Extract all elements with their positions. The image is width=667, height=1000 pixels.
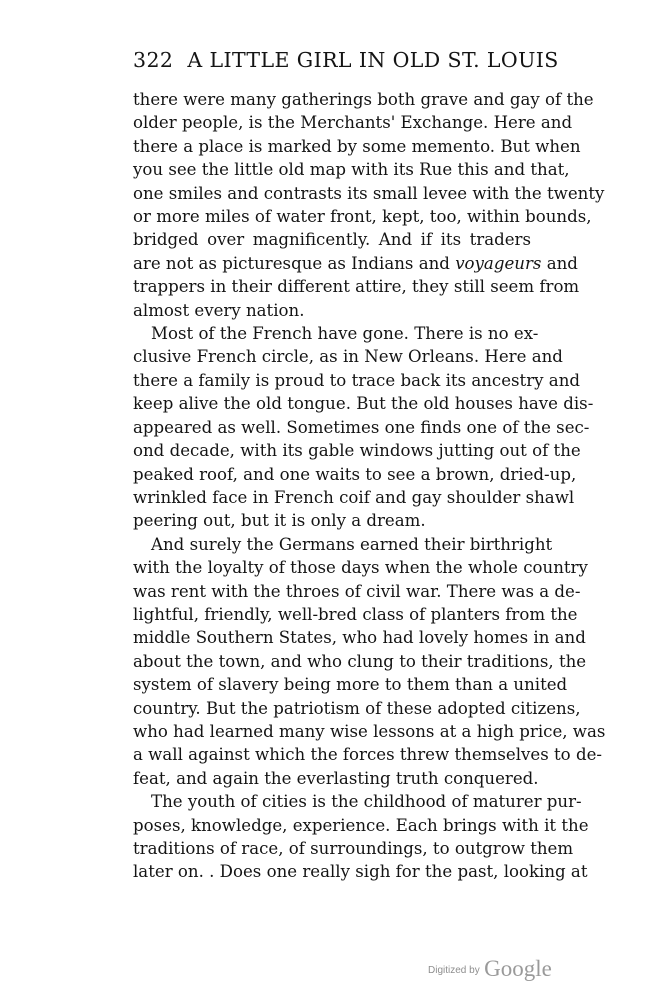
text-line: ond decade, with its gable windows jutting out of the (133, 441, 581, 461)
text-line: trappers in their different attire, they still seem from (133, 277, 580, 297)
paragraph-start-line: The youth of cities is the childhood of maturer pur- (151, 792, 582, 812)
text-line: about the town, and who clung to their traditions, the (133, 651, 587, 671)
digitized-watermark (428, 956, 552, 982)
text-line: who had learned many wise lessons at a high price, was (133, 721, 606, 741)
text-line: country. But the patriotism of these adopted citizens, (133, 698, 581, 718)
text-line: there a place is marked by some memento. But when (133, 136, 581, 156)
google-logo: Google (484, 956, 552, 981)
text-line: there were many gatherings both grave and gay of the (133, 90, 594, 109)
text-line: almost every nation. (133, 300, 305, 320)
text-line: older people, is the Merchants' Exchange. Here and (133, 113, 573, 133)
page-body (133, 88, 606, 884)
text-line: clusive French circle, as in New Orleans. Here and (133, 347, 563, 367)
text-line: lightful, friendly, well-bred class of planters from the (133, 604, 578, 624)
text-line: one smiles and contrasts its small levee with the twenty (133, 183, 605, 203)
paragraph-start-line: Most of the French have gone. There is no ex- (151, 324, 539, 344)
text-line: feat, and again the everlasting truth conquered. (133, 768, 539, 788)
watermark-prefix: Digitized by (428, 965, 480, 976)
text-line: poses, knowledge, experience. Each brings with it the (133, 815, 589, 835)
text-line: system of slavery being more to them than a united (133, 675, 568, 695)
text-line: appeared as well. Sometimes one finds one of the sec- (133, 417, 590, 437)
text-line: middle Southern States, who had lovely homes in and (133, 628, 586, 648)
text-line: with the loyalty of those days when the whole country (133, 558, 588, 578)
text-line: peering out, but it is only a dream. (133, 511, 426, 531)
text-line: bridged over magnificently. And if its traders (133, 230, 531, 250)
italic-word-voyageurs: voyageurs (455, 253, 542, 273)
text-line-mixed (133, 252, 578, 275)
text-line: traditions of race, of surroundings, to outgrow them (133, 839, 574, 858)
text-line: later on. . Does one really sigh for the past, looking at (133, 862, 588, 882)
text-line: you see the little old map with its Rue this and that, (133, 160, 570, 180)
paragraph-start-line: And surely the Germans earned their birthright (151, 534, 553, 554)
text-line: or more miles of water front, kept, too, within bounds, (133, 207, 592, 227)
text-line: keep alive the old tongue. But the old houses have dis- (133, 394, 594, 414)
text-line: was rent with the throes of civil war. There was a de- (133, 581, 581, 601)
running-header (133, 48, 559, 72)
text-line: peaked roof, and one waits to see a brown, dried-up, (133, 464, 577, 484)
text-segment: are not as picturesque as Indians and (133, 253, 450, 273)
text-line: there a family is proud to trace back its ancestry and (133, 370, 581, 390)
text-line: a wall against which the forces threw themselves to de- (133, 745, 602, 765)
running-title: A LITTLE GIRL IN OLD ST. LOUIS (187, 48, 559, 72)
page-number: 322 (133, 48, 174, 72)
text-segment: and (546, 253, 578, 273)
text-line: wrinkled face in French coif and gay shoulder shawl (133, 487, 575, 507)
